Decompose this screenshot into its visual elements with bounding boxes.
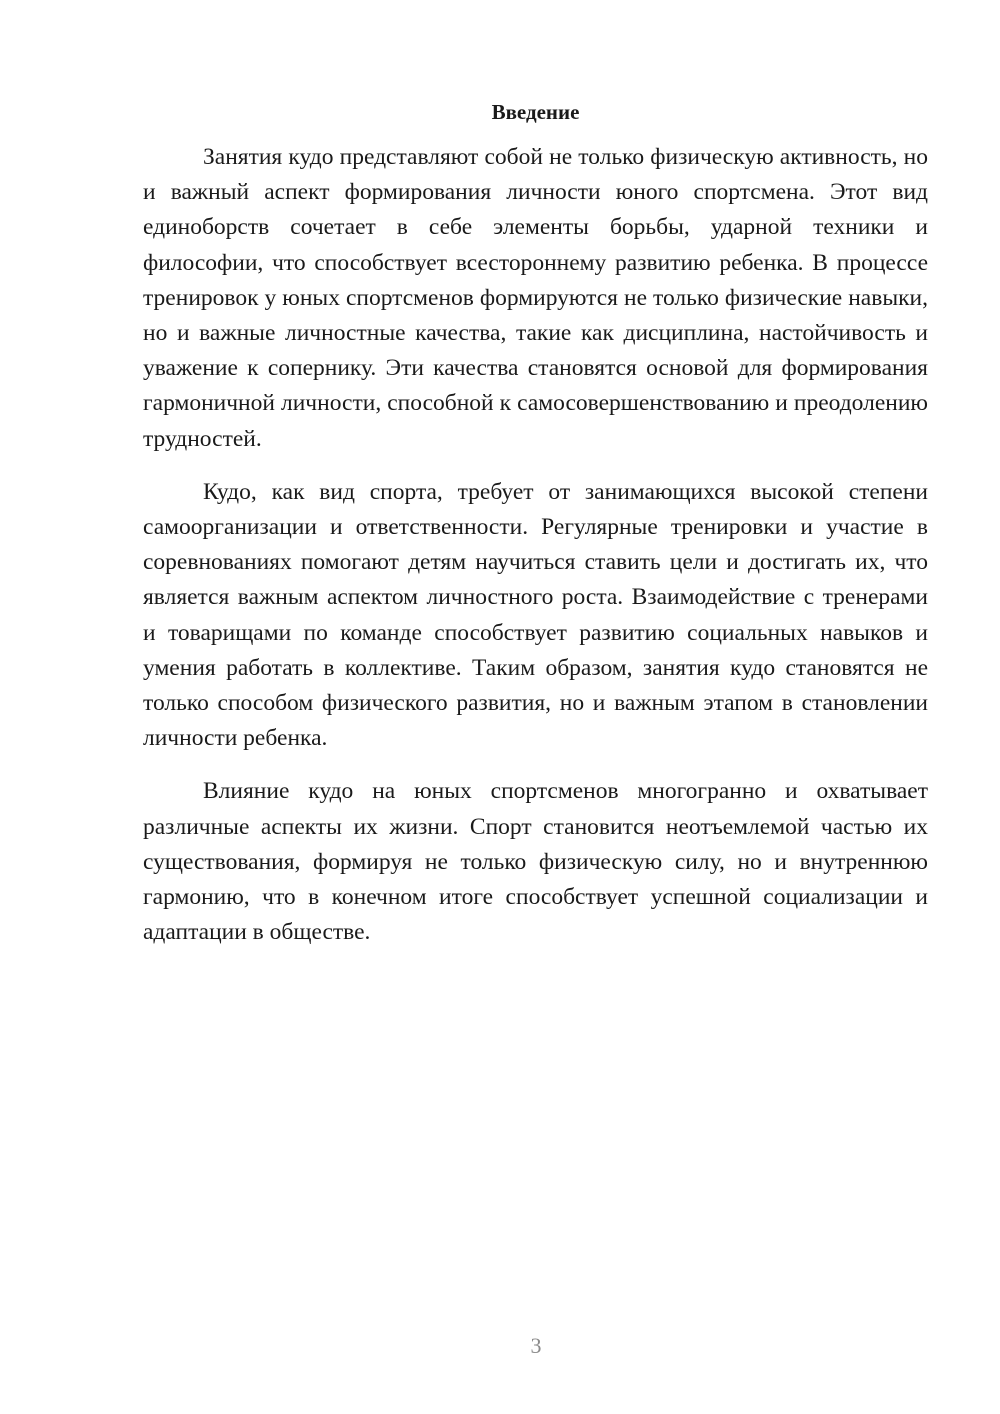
page-content	[143, 94, 928, 968]
paragraph-influence: Влияние кудо на юных спортсменов многогранно и охватывает различные аспекты их жизни. Спорт становится неотъемлемой частью их существования, формируя не только физическую силу, но и внутреннюю гармонию, что в конечном итоге способствует успешной социализации и адаптации в обществе.	[143, 778, 928, 946]
page-number: 3	[530, 1333, 542, 1358]
section-title: Введение	[491, 100, 580, 124]
paragraph-self-organization: Кудо, как вид спорта, требует от занимающихся высокой степени самоорганизации и ответственности. Регулярные тренировки и участие в соревнованиях помогают детям научиться ставить цели и достигать их, что является важным аспектом личностного роста. Взаимодействие с тренерами и товарищами по команде способствует развитию социальных навыков и умения работать в коллективе. Таким образом, занятия кудо становятся не только способом физического развития, но и важным этапом в становлении личности ребенка.	[143, 478, 928, 752]
paragraph-intro: Занятия кудо представляют собой не только физическую активность, но и важный аспект формирования личности юного спортсмена. Этот вид единоборств сочетает в себе элементы борьбы, ударной техники и философии, что способствует всестороннему развитию ребенка. В процессе тренировок у юных спортсменов формируются не только физические навыки, но и важные личностные качества, такие как дисциплина, настойчивость и уважение к сопернику. Эти качества становятся основой для формирования гармоничной личности, способной к самосовершенствованию и преодолению трудностей.	[143, 144, 928, 452]
